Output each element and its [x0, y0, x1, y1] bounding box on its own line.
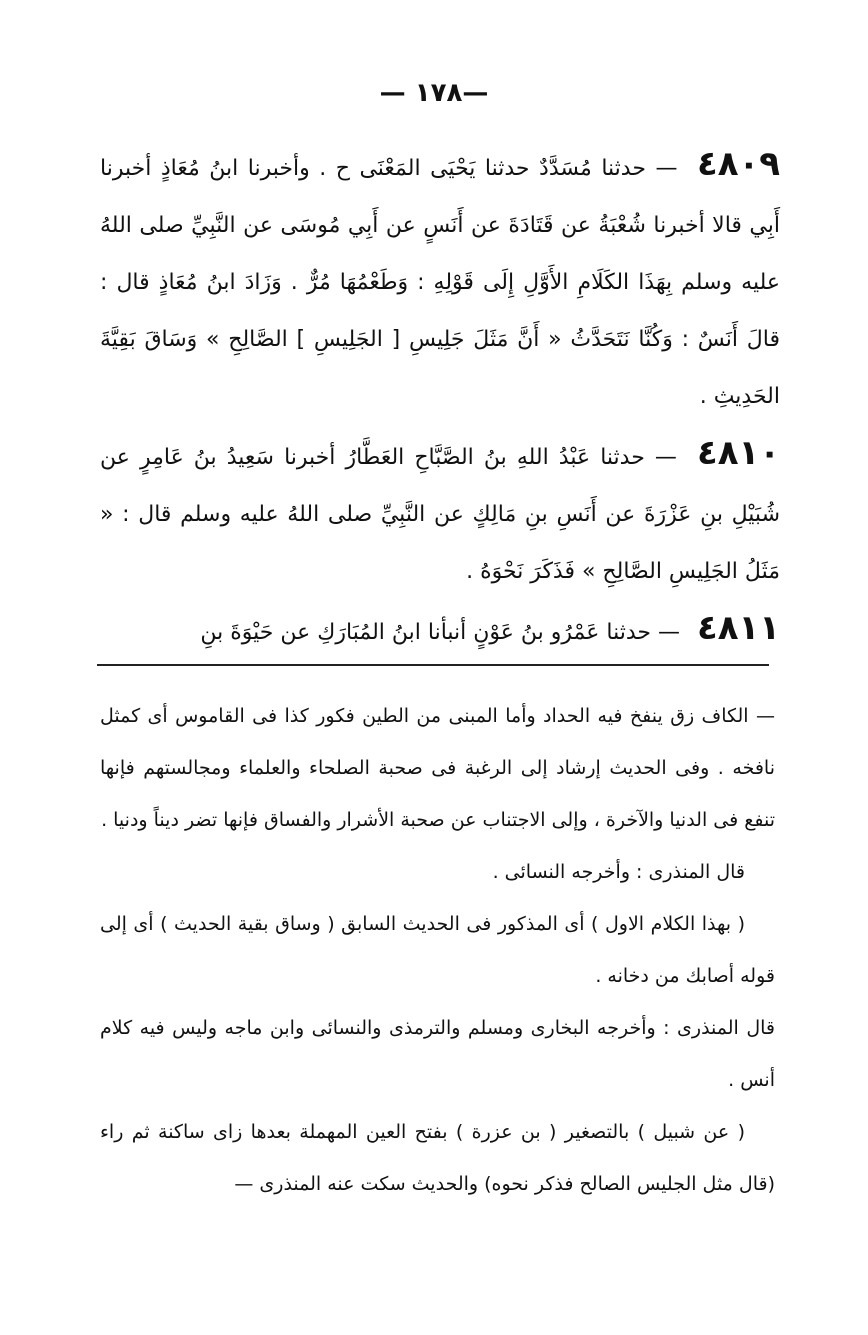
- hadith-4811: [100, 600, 780, 661]
- hadith-section: [100, 136, 780, 661]
- commentary-section: [100, 690, 775, 1210]
- commentary-paragraph: ( بهذا الكلام الاول ) أى المذكور فى الحديث السابق ( وساق بقية الحديث ) أى إلى قوله أصابك من دخانه .: [100, 913, 775, 987]
- hadith-4809: [100, 136, 780, 425]
- hadith-number: ٤٨١١: [696, 608, 780, 648]
- hadith-text: — حدثنا عَمْرُو بنُ عَوْنٍ أنبأنا ابنُ المُبَارَكِ عن حَيْوَةَ بنِ: [200, 620, 680, 645]
- hadith-text: — حدثنا عَبْدُ اللهِ بنُ الصَّبَّاحِ العَطَّارُ أخبرنا سَعِيدُ بنُ عَامِرٍ عن شُبَيْلِ بنِ عَزْرَةَ عن أَنَسِ بنِ مَالِكٍ عن النَّبِيِّ صلى اللهُ عليه وسلم قال : « مَثَلُ الجَلِيسِ الصَّالِحِ » فَذَكَرَ نَحْوَهُ .: [100, 445, 780, 584]
- commentary-paragraph: قال المنذرى : وأخرجه البخارى ومسلم والترمذى والنسائى وابن ماجه وليس فيه كلام أنس .: [100, 1017, 775, 1091]
- hadith-number: ٤٨١٠: [696, 433, 780, 473]
- commentary-paragraph: — الكاف زق ينفخ فيه الحداد وأما المبنى من الطين فكور كذا فى القاموس أى كمثل نافخه . وفى الحديث إرشاد إلى الرغبة فى صحبة الصلحاء والعلماء ومجالستهم فإنها تنفع فى الدنيا والآخرة ، وإلى الاجتناب عن صحبة الأشرار والفساق فإنها تضر ديناً ودنيا .: [100, 705, 775, 831]
- hadith-text: — حدثنا مُسَدَّدٌ حدثنا يَحْيَى المَعْنَى ح . وأخبرنا ابنُ مُعَاذٍ أخبرنا أَبِي قالا أخبرنا شُعْبَةُ عن قَتَادَةَ عن أَنَسٍ عن أَبِي مُوسَى عن النَّبِيِّ صلى اللهُ عليه وسلم بِهَذَا الكَلَامِ الأَوَّلِ إِلَى قَوْلِهِ : وَطَعْمُهَا مُرٌّ . وَزَادَ ابنُ مُعَاذٍ قال : قالَ أَنَسٌ : وَكُنَّا نَتَحَدَّثُ « أَنَّ مَثَلَ جَلِيسِ [ الجَلِيسِ ] الصَّالِحِ » وَسَاقَ بَقِيَّةَ الحَدِيثِ .: [100, 156, 780, 409]
- commentary-paragraph: قال المنذرى : وأخرجه النسائى .: [492, 861, 745, 883]
- commentary-paragraph: ( عن شبيل ) بالتصغير ( بن عزرة ) بفتح العين المهملة بعدها زاى ساكنة ثم راء (قال مثل الجليس الصالح فذكر نحوه) والحديث سكت عنه المنذرى —: [100, 1121, 775, 1195]
- footnote-divider: [97, 664, 769, 666]
- hadith-number: ٤٨٠٩: [697, 144, 781, 184]
- hadith-4810: [100, 425, 780, 600]
- page-number: —١٧٨ —: [379, 78, 489, 108]
